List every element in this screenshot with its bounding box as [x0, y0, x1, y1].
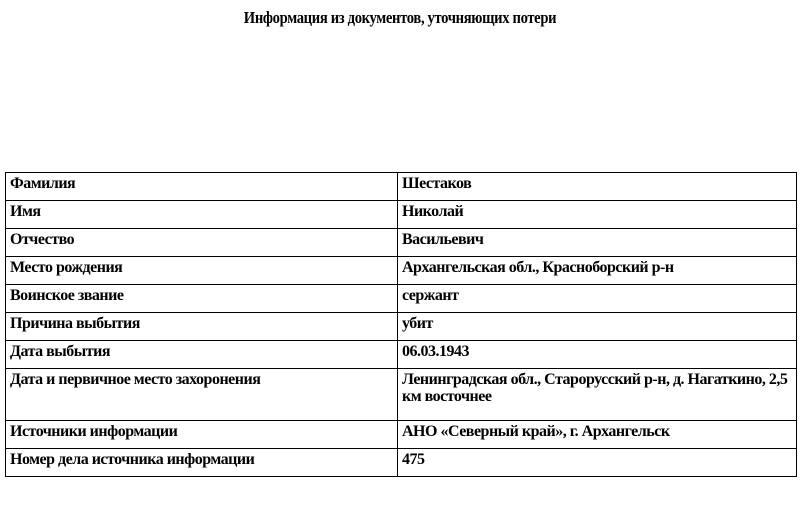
document-title: Информация из документов, уточняющих потери [243, 8, 557, 27]
table-row [6, 229, 797, 257]
row-label: Номер дела источника информации [6, 449, 398, 477]
table-row [6, 449, 797, 477]
loss-info-table [5, 172, 797, 477]
row-value: сержант [398, 285, 797, 313]
row-label: Фамилия [6, 173, 398, 201]
table-row [6, 341, 797, 369]
row-label: Дата и первичное место захоронения [6, 369, 398, 421]
table-row [6, 173, 797, 201]
table-row [6, 313, 797, 341]
row-label: Отчество [6, 229, 398, 257]
row-label: Имя [6, 201, 398, 229]
table-row [6, 285, 797, 313]
table-row [6, 421, 797, 449]
row-value: 475 [398, 449, 797, 477]
row-value: Николай [398, 201, 797, 229]
row-value: Ленинградская обл., Старорусский р-н, д. Нагаткино, 2,5 км восточнее [398, 369, 797, 421]
table-row [6, 369, 797, 421]
row-label: Причина выбытия [6, 313, 398, 341]
row-label: Источники информации [6, 421, 398, 449]
row-value: Васильевич [398, 229, 797, 257]
row-label: Воинское звание [6, 285, 398, 313]
table-row [6, 257, 797, 285]
row-value: убит [398, 313, 797, 341]
row-label: Место рождения [6, 257, 398, 285]
row-value: Архангельская обл., Красноборский р-н [398, 257, 797, 285]
table-row [6, 201, 797, 229]
row-value: АНО «Северный край», г. Архангельск [398, 421, 797, 449]
row-value: Шестаков [398, 173, 797, 201]
row-value: 06.03.1943 [398, 341, 797, 369]
row-label: Дата выбытия [6, 341, 398, 369]
